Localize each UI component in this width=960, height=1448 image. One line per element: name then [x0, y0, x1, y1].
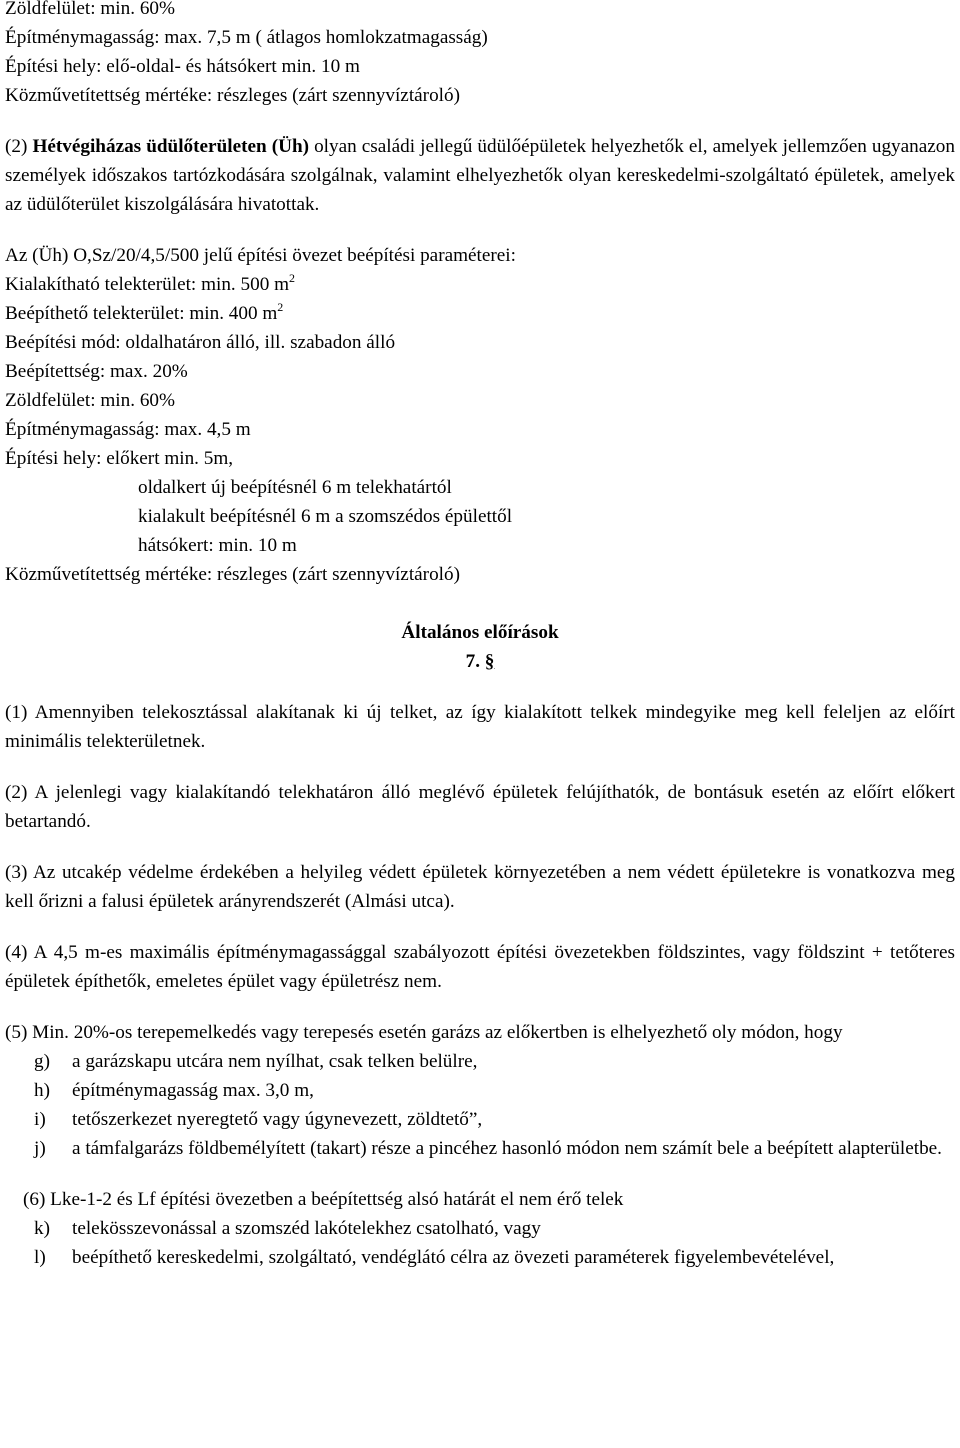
param-coverage: Beépítettség: max. 20%: [5, 361, 188, 382]
paragraph-number: (2): [5, 136, 33, 157]
text-line: Építési hely: elő-oldal- és hátsókert min. 10 m: [5, 56, 360, 77]
paragraph-2-intro: [5, 132, 955, 219]
paragraph-1: (1) Amennyiben telekosztással alakítanak ki új telket, az így kialakított telkek mindegyike meg kell feleljen az előírt minimális telekterületnek.: [5, 702, 955, 752]
list-item-i: i) tetőszerkezet nyeregtető vagy úgynevezett, zöldtető”,: [34, 1109, 483, 1130]
zone-name: Hétvégiházas üdülőterületen (Üh): [32, 136, 310, 157]
paragraph-2: (2) A jelenlegi vagy kialakítandó telekhatáron álló meglévő épületek felújíthatók, de bontásuk esetén az előírt előkert betartandó.: [5, 782, 955, 832]
text-line: Zöldfelület: min. 60%: [5, 0, 175, 19]
text-line: Közművetítettség mértéke: részleges (zárt szennyvíztároló): [5, 85, 460, 106]
param-utilities: Közművetítettség mértéke: részleges (zárt szennyvíztároló): [5, 564, 460, 585]
paragraph-4: (4) A 4,5 m-es maximális építménymagassággal szabályozott építési övezetekben földszintes, vagy földszint + tetőteres épületek építhetők, emeletes épület vagy épületrész nem.: [5, 942, 955, 992]
param-green: Zöldfelület: min. 60%: [5, 390, 175, 411]
paragraph-3: (3) Az utcakép védelme érdekében a helyileg védett épületek környezetében a nem védett épületekre is vonatkozva meg kell őrizni a falusi épületek arányrendszerét (Almási utca).: [5, 862, 955, 912]
paragraph-text: olyan családi jellegű üdülőépületek helyezhetők el, amelyek jellemzően ugyanazon személyek időszakos tartózkodására szolgálnak, valamint elhelyezhetők olyan kereskedelmi-szolgáltató épületek, amelyek az üdülőterület kiszolgálására hivatottak.: [5, 136, 955, 215]
section-heading: Általános előírások: [401, 622, 559, 643]
section-number: 7. §: [465, 651, 495, 672]
list-item-g: g) a garázskapu utcára nem nyílhat, csak telken belülre,: [34, 1051, 478, 1072]
list-item-h: h) építménymagasság max. 3,0 m,: [34, 1080, 314, 1101]
text-line: Építménymagasság: max. 7,5 m ( átlagos homlokzatmagasság): [5, 27, 488, 48]
list-item-j: j) a támfalgarázs földbemélyített (takart) része a pincéhez hasonló módon nem számít bele a beépített alapterületbe.: [34, 1138, 942, 1159]
paragraph-5: (5) Min. 20%-os terepemelkedés vagy terepesés esetén garázs az előkertben is elhelyezhető oly módon, hogy: [5, 1022, 843, 1043]
document-page: [5, 0, 955, 1272]
list-item-l: l) beépíthető kereskedelmi, szolgáltató, vendéglátó célra az övezeti paraméterek figyelembevételével,: [34, 1247, 835, 1268]
param-mode: Beépítési mód: oldalhatáron álló, ill. szabadon álló: [5, 332, 396, 353]
list-item-k: k) telekösszevonással a szomszéd lakótelekhez csatolható, vagy: [34, 1218, 541, 1239]
param-min-area: Kialakítható telekterület: min. 500 $m^2$: [5, 271, 296, 295]
param-side-new: oldalkert új beépítésnél 6 m telekhatártól: [138, 477, 452, 498]
param-back: hátsókert: min. 10 m: [138, 535, 297, 556]
param-place: Építési hely: előkert min. 5m,: [5, 448, 234, 469]
paragraph-6: (6) Lke-1-2 és Lf építési övezetben a beépítettség alsó határát el nem érő telek: [23, 1189, 624, 1210]
params-intro: Az (Üh) O,Sz/20/4,5/500 jelű építési övezet beépítési paraméterei:: [5, 245, 516, 266]
param-side-existing: kialakult beépítésnél 6 m a szomszédos épülettől: [138, 506, 513, 527]
param-min-built-area: Beépíthető telekterület: min. 400 $m^2$: [5, 300, 284, 324]
param-height: Építménymagasság: max. 4,5 m: [5, 419, 251, 440]
